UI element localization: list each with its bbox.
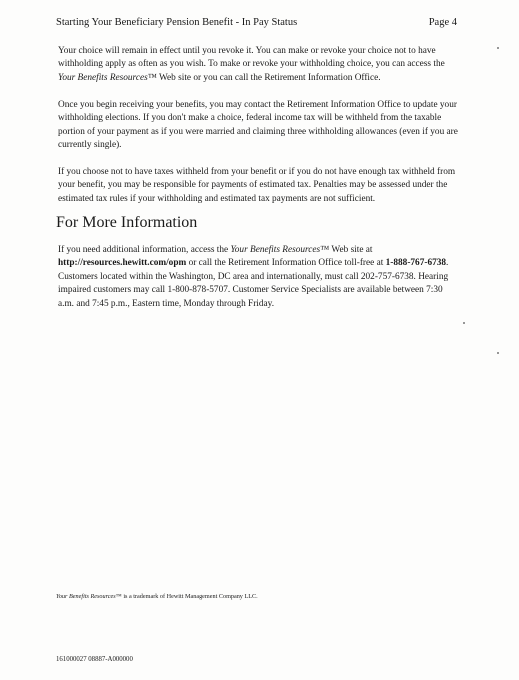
text: Web site or you can call the Retirement Information Office. bbox=[156, 72, 381, 83]
page-header-title: Starting Your Beneficiary Pension Benefit - In Pay Status bbox=[56, 17, 298, 28]
trademark-symbol: ™ bbox=[320, 245, 330, 255]
section-heading: For More Information bbox=[56, 214, 198, 231]
paragraph-more-information bbox=[58, 244, 460, 311]
text: or call the Retirement Information Office toll-free at bbox=[186, 258, 386, 269]
text: ™ is a trademark of Hewitt Management Company LLC. bbox=[115, 593, 258, 600]
scan-speck bbox=[497, 47, 499, 49]
page-number: Page 4 bbox=[428, 17, 457, 28]
paragraph-withholding-elections: Once you begin receiving your benefits, you may contact the Retirement Information Office to update your withholding elections. If you don't make a choice, federal income tax will be withheld from the taxable portion of your payment as if you were married and claiming three withholding allowances (even if you are currently single). bbox=[58, 100, 458, 151]
scan-speck bbox=[497, 352, 499, 354]
website-link[interactable]: http://resources.hewitt.com/opm bbox=[58, 258, 187, 269]
trademark-note bbox=[56, 593, 258, 600]
trademark-symbol: ™ bbox=[147, 72, 157, 83]
text: If you need additional information, access the bbox=[58, 245, 231, 255]
text: Web site at bbox=[329, 245, 373, 255]
phone-number: 1-888-767-6738 bbox=[385, 258, 447, 269]
site-name: Your Benefits Resources bbox=[230, 245, 321, 255]
site-name: Your Benefits Resources bbox=[58, 72, 148, 83]
document-id: 161000027 08887-A000000 bbox=[56, 656, 133, 663]
text: . Customers located within the Washington, DC area and internationally, must call 202-757-6738. Hearing impaired customers may call 1-800-878-5707. Customer Service Specialists are available between 7:30 a.m. and 7:45 p.m., Eastern time, Monday through Friday. bbox=[58, 258, 449, 309]
site-name: Your Benefits Resources bbox=[56, 593, 116, 600]
paragraph-withholding-choice bbox=[58, 45, 460, 85]
text: Your choice will remain in effect until you revoke it. You can make or revoke your choice not to have withholding apply as often as you wish. To make or revoke your withholding choice, you can access the bbox=[58, 46, 445, 70]
paragraph-estimated-tax: If you choose not to have taxes withheld from your benefit or if you do not have enough tax withheld from your benefit, you may be responsible for payments of estimated tax. Penalties may be assessed under the estimated tax rules if your withholding and estimated tax payments are not sufficient. bbox=[58, 167, 456, 204]
scan-speck bbox=[463, 322, 465, 324]
